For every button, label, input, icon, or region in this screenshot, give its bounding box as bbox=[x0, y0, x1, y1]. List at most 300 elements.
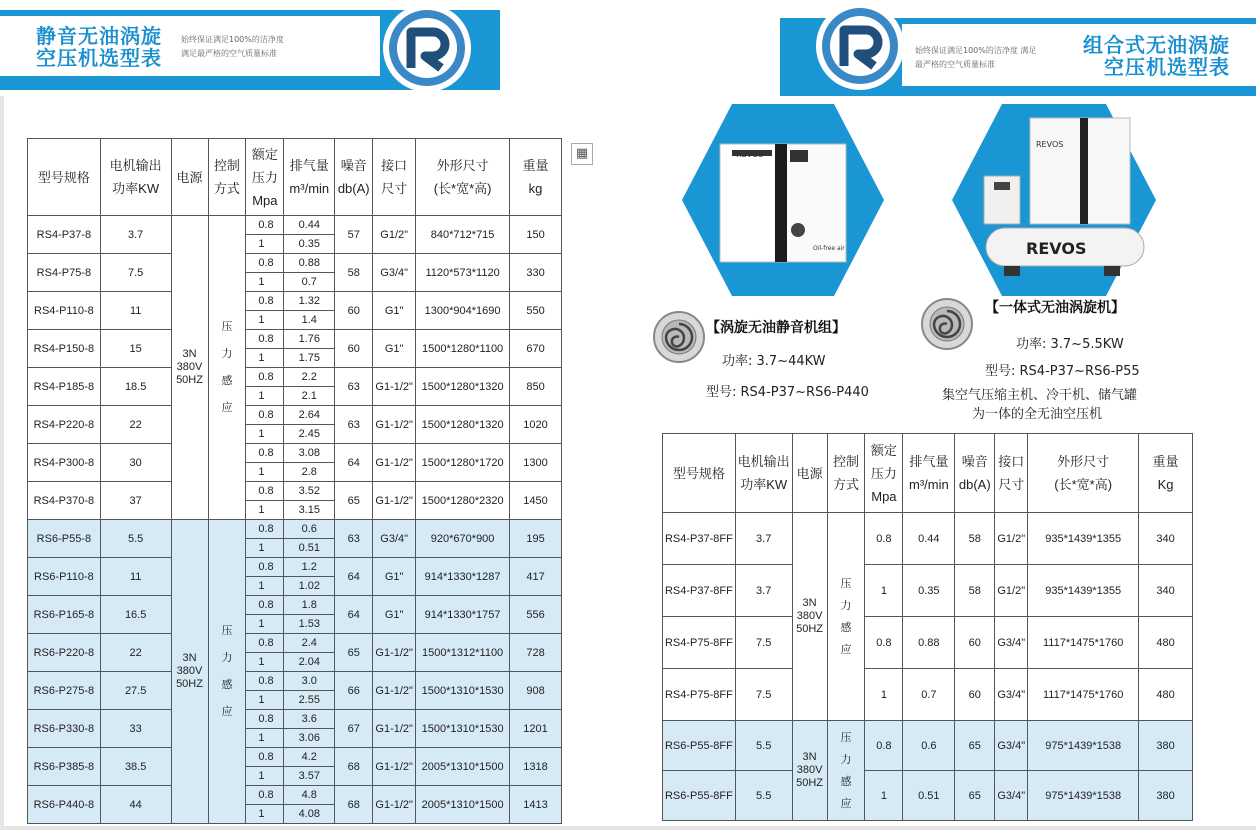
dimension-cell: 914*1330*1757 bbox=[416, 596, 510, 634]
weight-cell: 1201 bbox=[510, 710, 562, 748]
dimension-cell: 1500*1310*1530 bbox=[416, 672, 510, 710]
column-header-line: 功率KW bbox=[740, 477, 788, 492]
column-header bbox=[903, 434, 955, 513]
flow-cell: 4.08 bbox=[284, 805, 335, 824]
table-header-row bbox=[28, 139, 562, 216]
pressure-cell: 1 bbox=[246, 387, 284, 406]
motor-power-cell: 7.5 bbox=[100, 254, 171, 292]
table-row bbox=[28, 254, 562, 273]
motor-power-cell: 18.5 bbox=[100, 368, 171, 406]
model-cell: RS6-P385-8 bbox=[28, 748, 101, 786]
flow-cell: 1.32 bbox=[284, 292, 335, 311]
control-method-char: 压 bbox=[221, 320, 233, 333]
model-cell: RS6-P330-8 bbox=[28, 710, 101, 748]
pressure-cell: 1 bbox=[246, 615, 284, 634]
column-header-line: 功率KW bbox=[112, 181, 160, 196]
motor-power-cell: 11 bbox=[100, 558, 171, 596]
dimension-cell: 2005*1310*1500 bbox=[416, 748, 510, 786]
port-cell: G3/4" bbox=[373, 520, 416, 558]
right-product-power: 功率: 3.7~5.5KW bbox=[1016, 337, 1124, 352]
dimension-cell: 1120*573*1120 bbox=[416, 254, 510, 292]
flow-cell: 3.52 bbox=[284, 482, 335, 501]
flow-cell: 2.04 bbox=[284, 653, 335, 672]
pressure-cell: 0.8 bbox=[246, 482, 284, 501]
scroll-compressor-icon bbox=[652, 310, 706, 364]
motor-power-cell: 15 bbox=[100, 330, 171, 368]
left-product-caption: 【涡旋无油静音机组】 bbox=[706, 320, 846, 336]
column-header bbox=[1028, 434, 1139, 513]
power-supply-cell bbox=[792, 721, 827, 821]
port-cell: G1-1/2" bbox=[373, 786, 416, 824]
motor-power-cell: 3.7 bbox=[735, 565, 792, 617]
pressure-cell: 0.8 bbox=[246, 748, 284, 767]
motor-power-cell: 27.5 bbox=[100, 672, 171, 710]
weight-cell: 1318 bbox=[510, 748, 562, 786]
noise-cell: 58 bbox=[955, 565, 995, 617]
flow-cell: 0.35 bbox=[284, 235, 335, 254]
port-cell: G3/4" bbox=[373, 254, 416, 292]
table-row bbox=[663, 771, 1193, 821]
motor-power-cell: 37 bbox=[100, 482, 171, 520]
pressure-cell: 1 bbox=[246, 235, 284, 254]
column-header bbox=[171, 139, 208, 216]
pressure-cell: 0.8 bbox=[246, 672, 284, 691]
port-cell: G1-1/2" bbox=[373, 368, 416, 406]
column-header-line: 电机输出 bbox=[737, 454, 790, 469]
table-header-row bbox=[663, 434, 1193, 513]
dimension-cell: 935*1439*1355 bbox=[1028, 565, 1139, 617]
table-row bbox=[28, 444, 562, 463]
noise-cell: 65 bbox=[955, 721, 995, 771]
column-header-line: Mpa bbox=[252, 192, 278, 208]
pressure-cell: 0.8 bbox=[246, 368, 284, 387]
pressure-cell: 1 bbox=[246, 463, 284, 482]
port-cell: G1" bbox=[373, 292, 416, 330]
control-method-char: 压 bbox=[840, 731, 852, 744]
flow-cell: 4.8 bbox=[284, 786, 335, 805]
column-header-line: 方式 bbox=[832, 477, 859, 492]
pressure-cell: 0.8 bbox=[246, 596, 284, 615]
weight-cell: 380 bbox=[1139, 771, 1193, 821]
noise-cell: 64 bbox=[335, 596, 373, 634]
column-header-line: 电源 bbox=[176, 169, 203, 185]
flow-cell: 2.64 bbox=[284, 406, 335, 425]
pressure-cell: 1 bbox=[246, 311, 284, 330]
motor-power-cell: 33 bbox=[100, 710, 171, 748]
port-cell: G1" bbox=[373, 330, 416, 368]
table-row bbox=[28, 786, 562, 805]
port-cell: G1-1/2" bbox=[373, 748, 416, 786]
weight-cell: 1300 bbox=[510, 444, 562, 482]
table-row bbox=[663, 617, 1193, 669]
right-subtitle-line2: 最严格的空气质量标准 bbox=[915, 60, 995, 69]
dimension-cell: 920*670*900 bbox=[416, 520, 510, 558]
port-cell: G1-1/2" bbox=[373, 672, 416, 710]
column-header-line: kg bbox=[528, 181, 543, 196]
noise-cell: 64 bbox=[335, 444, 373, 482]
power-supply-text: 3N 380V 50HZ bbox=[796, 751, 824, 789]
pressure-cell: 1 bbox=[246, 539, 284, 558]
pressure-cell: 1 bbox=[246, 767, 284, 786]
control-method-char: 应 bbox=[221, 401, 233, 414]
port-cell: G1" bbox=[373, 558, 416, 596]
motor-power-cell: 11 bbox=[100, 292, 171, 330]
noise-cell: 65 bbox=[335, 482, 373, 520]
control-method-char: 压 bbox=[221, 624, 233, 637]
port-cell: G1-1/2" bbox=[373, 634, 416, 672]
noise-cell: 60 bbox=[335, 292, 373, 330]
table-row bbox=[28, 596, 562, 615]
weight-cell: 728 bbox=[510, 634, 562, 672]
flow-cell: 0.44 bbox=[903, 513, 955, 565]
flow-cell: 3.15 bbox=[284, 501, 335, 520]
column-header-line: 压力 bbox=[870, 465, 897, 481]
pressure-cell: 0.8 bbox=[246, 254, 284, 273]
column-header-line: 重量 bbox=[522, 158, 549, 173]
table-row bbox=[663, 721, 1193, 771]
column-header bbox=[373, 139, 416, 216]
pressure-cell: 0.8 bbox=[246, 444, 284, 463]
pressure-cell: 0.8 bbox=[246, 520, 284, 539]
right-product-model: 型号: RS4-P37~RS6-P55 bbox=[985, 364, 1140, 379]
weight-cell: 908 bbox=[510, 672, 562, 710]
model-cell: RS4-P110-8 bbox=[28, 292, 101, 330]
column-header bbox=[955, 434, 995, 513]
right-product-caption: 【一体式无油涡旋机】 bbox=[985, 300, 1125, 316]
column-header bbox=[792, 434, 827, 513]
right-product-brand: REVOS bbox=[1036, 140, 1064, 149]
flow-cell: 0.7 bbox=[903, 669, 955, 721]
flow-cell: 1.76 bbox=[284, 330, 335, 349]
weight-cell: 550 bbox=[510, 292, 562, 330]
column-header bbox=[284, 139, 335, 216]
table-row bbox=[28, 330, 562, 349]
flow-cell: 2.4 bbox=[284, 634, 335, 653]
left-title bbox=[36, 25, 176, 69]
pressure-cell: 0.8 bbox=[246, 634, 284, 653]
column-header bbox=[510, 139, 562, 216]
flow-cell: 0.88 bbox=[903, 617, 955, 669]
model-cell: RS4-P75-8FF bbox=[663, 669, 736, 721]
table-row bbox=[28, 672, 562, 691]
power-supply-text: 3N 380V 50HZ bbox=[176, 652, 203, 690]
dimension-cell: 1117*1475*1760 bbox=[1028, 669, 1139, 721]
model-cell: RS6-P55-8 bbox=[28, 520, 101, 558]
weight-cell: 480 bbox=[1139, 617, 1193, 669]
right-product-desc1: 集空气压缩主机、冷干机、储气罐 bbox=[942, 388, 1138, 403]
svg-text:REVOS: REVOS bbox=[1026, 239, 1087, 258]
left-product-power: 功率: 3.7~44KW bbox=[722, 354, 826, 369]
noise-cell: 58 bbox=[335, 254, 373, 292]
noise-cell: 63 bbox=[335, 368, 373, 406]
flow-cell: 3.06 bbox=[284, 729, 335, 748]
motor-power-cell: 16.5 bbox=[100, 596, 171, 634]
column-header-line: 型号规格 bbox=[672, 465, 725, 481]
control-method-char: 感 bbox=[221, 678, 233, 691]
dimension-cell: 914*1330*1287 bbox=[416, 558, 510, 596]
column-header bbox=[100, 139, 171, 216]
column-header-line: 外形尺寸 bbox=[1057, 454, 1110, 469]
column-header bbox=[827, 434, 865, 513]
column-header-line: 排气量 bbox=[909, 454, 949, 469]
noise-cell: 64 bbox=[335, 558, 373, 596]
column-header-line: db(A) bbox=[958, 477, 991, 492]
pressure-cell: 1 bbox=[246, 577, 284, 596]
noise-cell: 66 bbox=[335, 672, 373, 710]
column-header-line: 接口 bbox=[998, 454, 1025, 469]
column-header-line: 噪音 bbox=[340, 158, 367, 173]
flow-cell: 1.75 bbox=[284, 349, 335, 368]
weight-cell: 1020 bbox=[510, 406, 562, 444]
column-header bbox=[208, 139, 246, 216]
column-header-line: 重量 bbox=[1152, 454, 1179, 469]
flow-cell: 0.7 bbox=[284, 273, 335, 292]
weight-cell: 340 bbox=[1139, 513, 1193, 565]
weight-cell: 1413 bbox=[510, 786, 562, 824]
model-cell: RS4-P37-8FF bbox=[663, 513, 736, 565]
control-method-char: 应 bbox=[840, 643, 852, 656]
port-cell: G1/2" bbox=[373, 216, 416, 254]
control-method-char: 力 bbox=[840, 753, 852, 766]
pressure-cell: 1 bbox=[246, 653, 284, 672]
pressure-cell: 0.8 bbox=[246, 710, 284, 729]
column-header-line: 额定 bbox=[870, 442, 897, 458]
weight-cell: 670 bbox=[510, 330, 562, 368]
table-row bbox=[28, 710, 562, 729]
left-spec-table bbox=[27, 138, 562, 824]
control-method-char: 力 bbox=[221, 347, 233, 360]
noise-cell: 63 bbox=[335, 406, 373, 444]
weight-cell: 340 bbox=[1139, 565, 1193, 617]
column-header-line: 噪音 bbox=[961, 454, 988, 469]
port-cell: G1/2" bbox=[995, 565, 1028, 617]
column-header-line: 型号规格 bbox=[37, 169, 90, 185]
motor-power-cell: 5.5 bbox=[735, 721, 792, 771]
port-cell: G1-1/2" bbox=[373, 482, 416, 520]
motor-power-cell: 5.5 bbox=[100, 520, 171, 558]
model-cell: RS6-P275-8 bbox=[28, 672, 101, 710]
control-method-char: 力 bbox=[221, 651, 233, 664]
dimension-cell: 975*1439*1538 bbox=[1028, 721, 1139, 771]
column-header-line: (长*宽*高) bbox=[433, 181, 492, 196]
model-cell: RS4-P370-8 bbox=[28, 482, 101, 520]
dimension-cell: 975*1439*1538 bbox=[1028, 771, 1139, 821]
weight-cell: 556 bbox=[510, 596, 562, 634]
flow-cell: 0.6 bbox=[284, 520, 335, 539]
power-supply-text: 3N 380V 50HZ bbox=[176, 348, 203, 386]
model-cell: RS4-P37-8FF bbox=[663, 565, 736, 617]
table-row bbox=[28, 520, 562, 539]
dimension-cell: 1500*1280*1320 bbox=[416, 406, 510, 444]
motor-power-cell: 5.5 bbox=[735, 771, 792, 821]
column-header bbox=[995, 434, 1028, 513]
motor-power-cell: 7.5 bbox=[735, 669, 792, 721]
flow-cell: 1.53 bbox=[284, 615, 335, 634]
pressure-cell: 0.8 bbox=[246, 216, 284, 235]
table-row bbox=[28, 748, 562, 767]
weight-cell: 850 bbox=[510, 368, 562, 406]
noise-cell: 57 bbox=[335, 216, 373, 254]
dimension-cell: 1500*1280*1100 bbox=[416, 330, 510, 368]
pressure-cell: 1 bbox=[246, 501, 284, 520]
right-subtitle-line1: 始终保证满足100%的洁净度 满足 bbox=[915, 46, 1037, 55]
dimension-cell: 1300*904*1690 bbox=[416, 292, 510, 330]
left-product-brand: REVOS bbox=[736, 150, 764, 159]
control-method-char: 感 bbox=[840, 621, 852, 634]
column-header bbox=[663, 434, 736, 513]
right-title-line1: 组合式无油涡旋 bbox=[1083, 33, 1230, 57]
power-supply-text: 3N 380V 50HZ bbox=[796, 597, 824, 635]
left-title-line1: 静音无油涡旋 bbox=[36, 24, 162, 48]
flow-cell: 1.2 bbox=[284, 558, 335, 577]
noise-cell: 65 bbox=[955, 771, 995, 821]
flow-cell: 4.2 bbox=[284, 748, 335, 767]
column-header bbox=[28, 139, 101, 216]
weight-cell: 480 bbox=[1139, 669, 1193, 721]
right-product-desc2: 为一体的全无油空压机 bbox=[972, 407, 1103, 422]
weight-cell: 380 bbox=[1139, 721, 1193, 771]
power-supply-cell bbox=[171, 216, 208, 520]
flow-cell: 0.51 bbox=[903, 771, 955, 821]
noise-cell: 60 bbox=[955, 669, 995, 721]
model-cell: RS6-P55-8FF bbox=[663, 721, 736, 771]
dimension-cell: 1500*1280*2320 bbox=[416, 482, 510, 520]
flow-cell: 0.88 bbox=[284, 254, 335, 273]
integrated-unit-product-image bbox=[950, 100, 1158, 300]
left-title-line2: 空压机选型表 bbox=[36, 46, 162, 70]
left-subtitle bbox=[181, 33, 361, 61]
scroll-compressor-icon bbox=[920, 297, 974, 351]
model-cell: RS4-P37-8 bbox=[28, 216, 101, 254]
column-header bbox=[246, 139, 284, 216]
control-method-char: 感 bbox=[840, 775, 852, 788]
control-method-cell bbox=[208, 520, 246, 824]
control-method-cell bbox=[208, 216, 246, 520]
noise-cell: 65 bbox=[335, 634, 373, 672]
port-cell: G1-1/2" bbox=[373, 406, 416, 444]
port-cell: G3/4" bbox=[995, 669, 1028, 721]
table-row bbox=[28, 292, 562, 311]
port-cell: G1/2" bbox=[995, 513, 1028, 565]
dimension-cell: 1500*1310*1530 bbox=[416, 710, 510, 748]
column-header-line: Kg bbox=[1157, 477, 1174, 492]
dimension-cell: 1500*1280*1320 bbox=[416, 368, 510, 406]
dimension-cell: 935*1439*1355 bbox=[1028, 513, 1139, 565]
column-header bbox=[416, 139, 510, 216]
flow-cell: 3.08 bbox=[284, 444, 335, 463]
flow-cell: 1.8 bbox=[284, 596, 335, 615]
weight-cell: 417 bbox=[510, 558, 562, 596]
model-cell: RS6-P440-8 bbox=[28, 786, 101, 824]
control-method-char: 应 bbox=[221, 705, 233, 718]
column-header-line: 控制 bbox=[832, 454, 859, 469]
flow-cell: 2.2 bbox=[284, 368, 335, 387]
flow-cell: 2.55 bbox=[284, 691, 335, 710]
left-subtitle-line1: 始终保证满足100%的洁净度 bbox=[181, 35, 284, 44]
column-header-line: m³/min bbox=[289, 181, 330, 196]
model-cell: RS4-P75-8FF bbox=[663, 617, 736, 669]
motor-power-cell: 3.7 bbox=[735, 513, 792, 565]
pressure-cell: 1 bbox=[865, 771, 903, 821]
noise-cell: 60 bbox=[955, 617, 995, 669]
pressure-cell: 0.8 bbox=[246, 558, 284, 577]
flow-cell: 0.35 bbox=[903, 565, 955, 617]
column-header bbox=[735, 434, 792, 513]
svg-text:Oil-free air: Oil-free air bbox=[813, 245, 845, 252]
port-cell: G1-1/2" bbox=[373, 444, 416, 482]
control-method-cell bbox=[827, 513, 865, 721]
noise-cell: 63 bbox=[335, 520, 373, 558]
left-subtitle-line2: 满足最严格的空气质量标准 bbox=[181, 49, 277, 58]
model-cell: RS6-P165-8 bbox=[28, 596, 101, 634]
control-method-cell bbox=[827, 721, 865, 821]
port-cell: G1" bbox=[373, 596, 416, 634]
expand-icon[interactable]: ▦ bbox=[571, 143, 593, 165]
model-cell: RS4-P300-8 bbox=[28, 444, 101, 482]
column-header-line: (长*宽*高) bbox=[1054, 477, 1113, 492]
control-method-char: 压 bbox=[840, 577, 852, 590]
flow-cell: 0.6 bbox=[903, 721, 955, 771]
column-header-line: 电源 bbox=[796, 465, 823, 481]
motor-power-cell: 22 bbox=[100, 406, 171, 444]
noise-cell: 67 bbox=[335, 710, 373, 748]
page-divider-bottom bbox=[0, 826, 1256, 830]
pressure-cell: 0.8 bbox=[246, 406, 284, 425]
port-cell: G3/4" bbox=[995, 617, 1028, 669]
dimension-cell: 1500*1280*1720 bbox=[416, 444, 510, 482]
column-header-line: 额定 bbox=[251, 146, 278, 162]
control-method-char: 感 bbox=[221, 374, 233, 387]
brand-logo-icon bbox=[381, 2, 473, 94]
power-supply-cell bbox=[171, 520, 208, 824]
pressure-cell: 1 bbox=[246, 425, 284, 444]
pressure-cell: 1 bbox=[865, 669, 903, 721]
motor-power-cell: 7.5 bbox=[735, 617, 792, 669]
model-cell: RS6-P55-8FF bbox=[663, 771, 736, 821]
right-title bbox=[1070, 34, 1230, 78]
silent-unit-product-image bbox=[680, 100, 886, 300]
table-row bbox=[28, 216, 562, 235]
table-row bbox=[28, 368, 562, 387]
port-cell: G1-1/2" bbox=[373, 710, 416, 748]
dimension-cell: 840*712*715 bbox=[416, 216, 510, 254]
flow-cell: 3.0 bbox=[284, 672, 335, 691]
motor-power-cell: 38.5 bbox=[100, 748, 171, 786]
noise-cell: 68 bbox=[335, 748, 373, 786]
pressure-cell: 0.8 bbox=[865, 617, 903, 669]
column-header bbox=[865, 434, 903, 513]
dimension-cell: 2005*1310*1500 bbox=[416, 786, 510, 824]
flow-cell: 0.51 bbox=[284, 539, 335, 558]
column-header-line: m³/min bbox=[908, 477, 949, 492]
flow-cell: 3.57 bbox=[284, 767, 335, 786]
brand-logo-icon bbox=[814, 0, 906, 92]
right-subtitle bbox=[915, 44, 1085, 72]
model-cell: RS6-P110-8 bbox=[28, 558, 101, 596]
pressure-cell: 1 bbox=[246, 349, 284, 368]
flow-cell: 1.02 bbox=[284, 577, 335, 596]
noise-cell: 60 bbox=[335, 330, 373, 368]
column-header-line: 外形尺寸 bbox=[436, 158, 489, 173]
weight-cell: 150 bbox=[510, 216, 562, 254]
table-row bbox=[28, 406, 562, 425]
pressure-cell: 0.8 bbox=[865, 513, 903, 565]
control-method-char: 力 bbox=[840, 599, 852, 612]
model-cell: RS4-P220-8 bbox=[28, 406, 101, 444]
flow-cell: 1.4 bbox=[284, 311, 335, 330]
noise-cell: 68 bbox=[335, 786, 373, 824]
model-cell: RS4-P75-8 bbox=[28, 254, 101, 292]
